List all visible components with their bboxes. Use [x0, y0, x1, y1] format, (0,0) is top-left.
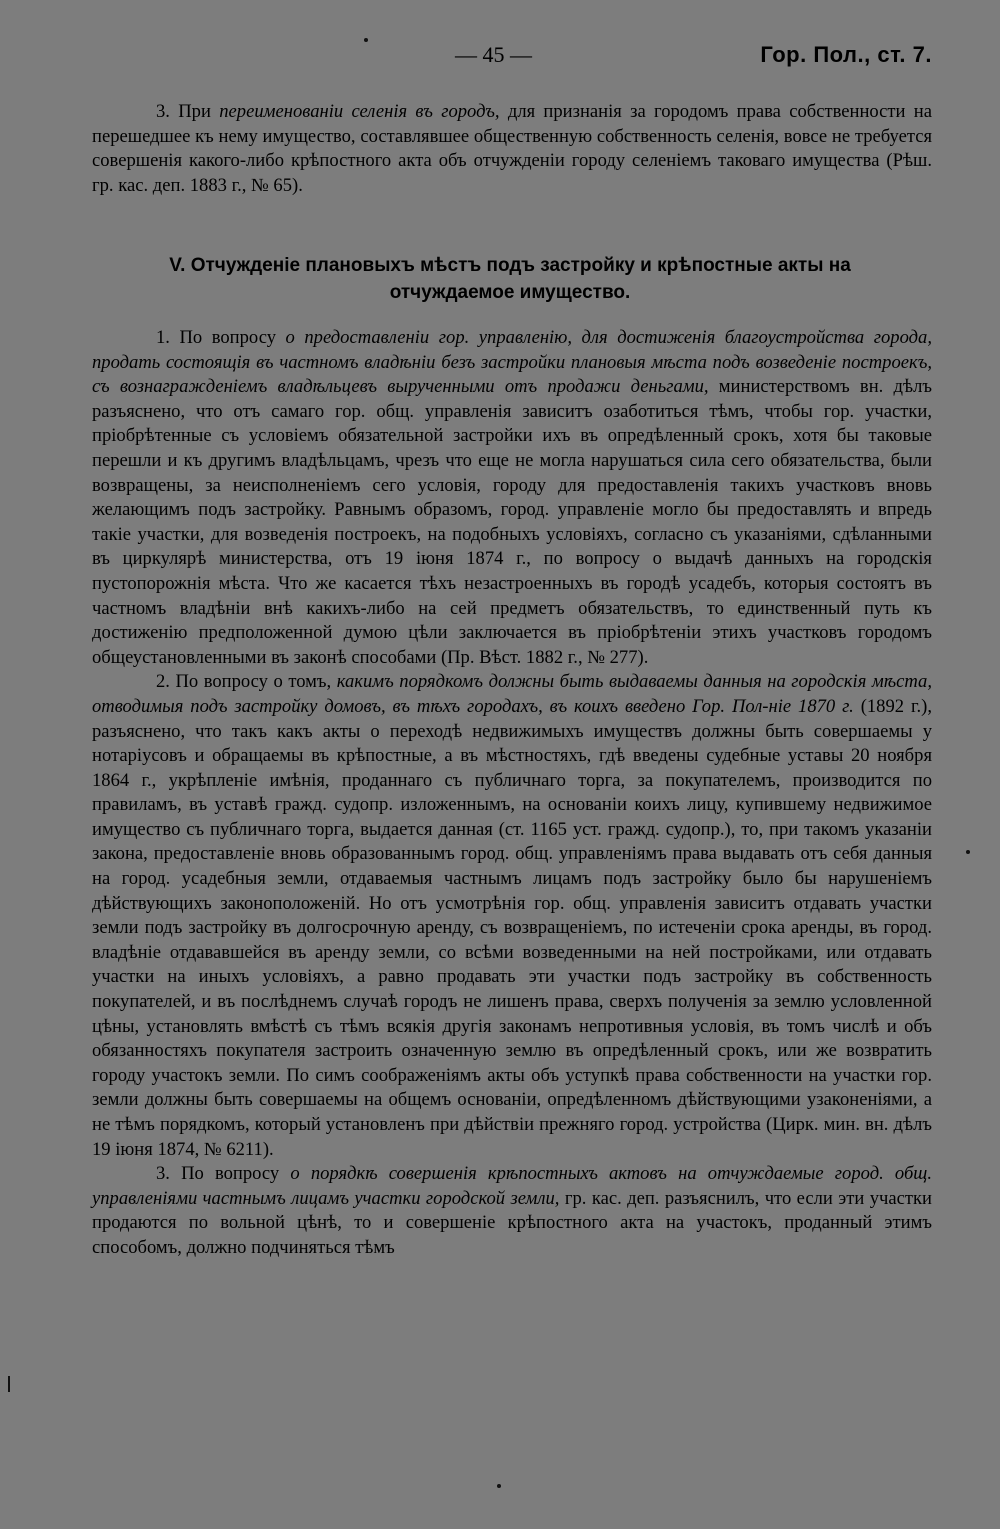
page-header: [0, 42, 1000, 72]
heading-line: отчуждаемое имущество.: [389, 282, 631, 303]
paragraph: [92, 326, 932, 670]
heading-line: V. Отчужденіе плановыхъ мѣстъ подъ застройку и крѣпостные акты на: [169, 255, 851, 276]
main-section: [92, 326, 932, 1261]
page-number: — 45 —: [455, 42, 532, 67]
intro-section: [92, 100, 932, 198]
paragraph-lead: 1. По вопросу: [156, 327, 286, 348]
paragraph-emphasis: какимъ порядкомъ должны быть выдаваемы данныя на городскія мѣста, отводимыя подъ застройку домовъ, въ тѣхъ городахъ, въ коихъ введено Гор. Пол-ніе 1870 г.: [92, 671, 933, 717]
paragraph-emphasis: переименованіи селенія въ городъ,: [219, 101, 500, 122]
paragraph-text: (1892 г.), разъяснено, что такъ какъ акты о переходѣ недвижимыхъ имуществъ должны быть совершаемы у нотаріусовъ и обращаемы въ крѣпостные, а въ мѣстностяхъ, гдѣ введены судебные уставы 20 ноября 1864 г., укрѣпленіе имѣнія, проданнаго съ публичнаго торга, за покупателемъ, производится по правиламъ, въ уставѣ гражд. судопр. изложеннымъ, на основаніи коихъ лицу, купившему недвижимое имущество съ публичнаго торга, выдается данная (ст. 1165 уст. гражд. судопр.), то, при такомъ указаніи закона, предоставленіе вновь образованнымъ город. общ. управленіямъ права выдавать отъ себя данныя на город. усадебныя земли, отдаваемыя частнымъ лицамъ подъ застройку было бы нарушеніемъ дѣйствующихъ законоположеній. Но отъ усмотрѣнія гор. общ. управленія зависитъ отдавать участки земли подъ застройку въ долгосрочную аренду, съ возвращеніемъ, по истеченіи срока аренды, въ город. владѣніе отдававшейся въ аренду земли, со всѣми возведенными на ней постройками, или отдавать участки на иныхъ условіяхъ, а равно продавать эти участки подъ застройку въ собственность покупателей, и въ послѣднемъ случаѣ городъ не лишенъ права, сверхъ полученія за землю условленной цѣны, установлять вмѣстѣ съ тѣмъ всякія другія законамъ непротивныя условія, въ томъ числѣ и объ обязанностяхъ покупателя застроить означенную землю въ опредѣленный срокъ, или же возвратить городу участокъ земли. По симъ соображеніямъ акты объ уступкѣ права собственности на участки гор. земли должны быть совершаемы на общемъ основаніи, опредѣленномъ дѣйствующими узаконеніями, а не тѣмъ порядкомъ, который установленъ при дѣйствіи прежняго город. устройства (Цирк. мин. вн. дѣлъ 19 іюня 1874, № 6211).: [92, 695, 932, 1160]
paragraph-lead: 3. По вопросу: [156, 1163, 291, 1185]
margin-mark: [8, 1376, 10, 1392]
ink-speck: [497, 1484, 501, 1488]
paragraph-emphasis: о предоставленіи гор. управленію, для достиженія благоустройства города, продать состоящія въ частномъ владѣніи безъ застройки плановыя мѣста подъ возведеніе построекъ, съ вознагражденіемъ владѣльцевъ вырученными отъ продажи деньгами,: [92, 327, 932, 398]
paragraph-text: для признанія за городомъ права собственности на перешедшее къ нему имущество, составлявшее общественную собственность селенія, вовсе не требуется совершенія какого-либо крѣпостного акта объ отчужденіи городу селеніемъ таковаго имущества (Рѣш. гр. кас. деп. 1883 г., № 65).: [92, 101, 933, 196]
paragraph-text: гр. кас. деп. разъяснилъ, что если эти участки продаются по вольной цѣнѣ, то и совершеніе крѣпостного акта на участокъ, проданный этимъ способомъ, должно подчиняться тѣмъ: [92, 1187, 932, 1258]
paragraph: [92, 1162, 932, 1260]
paragraph-lead: 3. При: [156, 101, 220, 122]
paragraph-emphasis: о порядкѣ совершенія крѣпостныхъ актовъ на отчуждаемые город. общ. управленіями частнымъ лицамъ участки городской земли,: [92, 1163, 932, 1209]
section-reference: Гор. Пол., ст. 7.: [760, 42, 932, 67]
paragraph: [92, 670, 932, 1162]
paragraph-text: министерствомъ вн. дѣлъ разъяснено, что отъ самаго гор. общ. управленія зависитъ озаботиться тѣмъ, чтобы гор. участки, пріобрѣтенные съ условіемъ обязательной застройки ихъ въ опредѣленный срокъ, хотя бы таковые перешли и къ другимъ владѣльцамъ, чрезъ что еще не могла нарушаться сила сего обязательства, были возвращены, за неисполненіемъ сего условія, городу для предоставленія такихъ участковъ вновь желающимъ подъ застройку. Равнымъ образомъ, город. управленіе могло бы предоставлять и впредь такіе участки, для возведенія построекъ, на подобныхъ условіяхъ, согласно съ указаніями, сдѣланными въ циркулярѣ министерства, отъ 19 іюня 1874 г., по вопросу о выдачѣ данныхъ на городскія пустопорожнія мѣста. Что же касается тѣхъ незастроенныхъ въ городѣ усадебъ, которыя состоятъ въ частномъ владѣніи внѣ какихъ-либо на сей предметъ обязательствъ, то единственный путь къ достиженію предположенной думою цѣли заключается въ пріобрѣтеніи этихъ участковъ городомъ общеустановленными въ законѣ способами (Пр. Вѣст. 1882 г., № 277).: [92, 376, 932, 668]
ink-speck: [966, 850, 970, 854]
ink-speck: [364, 38, 368, 42]
section-heading: [110, 252, 910, 306]
paragraph-lead: 2. По вопросу о томъ,: [156, 671, 337, 693]
paragraph: [92, 100, 932, 198]
